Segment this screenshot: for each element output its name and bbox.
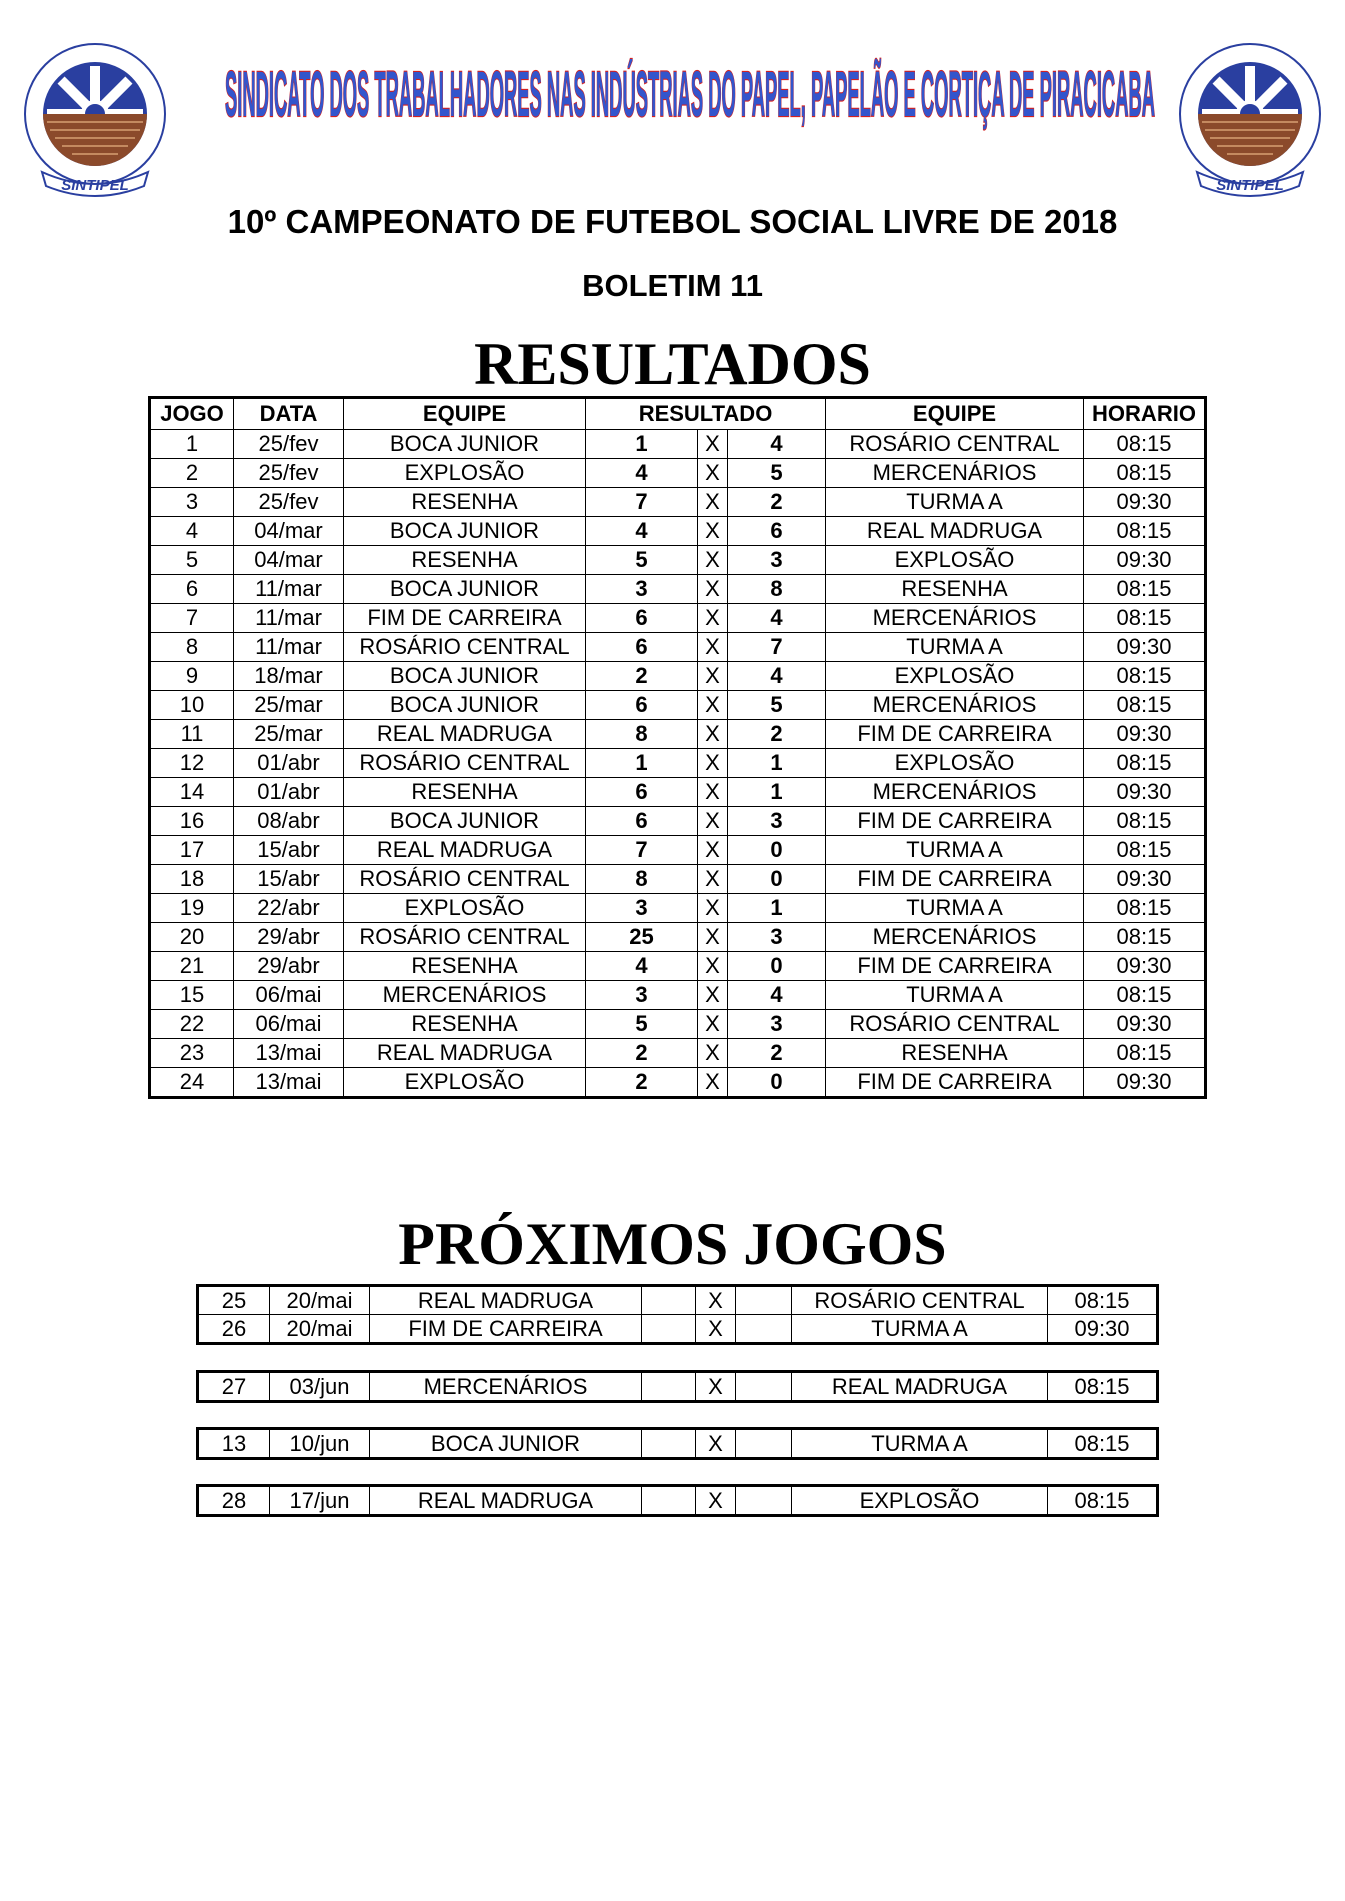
away-team: TURMA A <box>792 1429 1048 1459</box>
home-score: 2 <box>586 1039 698 1068</box>
home-score-empty <box>642 1315 696 1344</box>
away-team: FIM DE CARREIRA <box>826 720 1084 749</box>
home-team: FIM DE CARREIRA <box>370 1315 642 1344</box>
game-time: 08:15 <box>1084 749 1206 778</box>
game-number: 15 <box>150 981 234 1010</box>
away-team: EXPLOSÃO <box>826 662 1084 691</box>
away-team: MERCENÁRIOS <box>826 778 1084 807</box>
away-score: 1 <box>728 778 826 807</box>
away-team: RESENHA <box>826 1039 1084 1068</box>
home-team: BOCA JUNIOR <box>344 517 586 546</box>
away-score: 8 <box>728 575 826 604</box>
away-score-empty <box>736 1286 792 1315</box>
game-time: 08:15 <box>1084 981 1206 1010</box>
game-date: 20/mai <box>270 1286 370 1315</box>
game-number: 18 <box>150 865 234 894</box>
versus-mark: X <box>698 778 728 807</box>
game-number: 16 <box>150 807 234 836</box>
home-team: RESENHA <box>344 952 586 981</box>
home-team: RESENHA <box>344 778 586 807</box>
home-team: EXPLOSÃO <box>344 1068 586 1098</box>
game-time: 08:15 <box>1084 517 1206 546</box>
away-score-empty <box>736 1429 792 1459</box>
game-number: 9 <box>150 662 234 691</box>
home-team: RESENHA <box>344 488 586 517</box>
game-date: 04/mar <box>234 517 344 546</box>
header-team-home: EQUIPE <box>344 398 586 430</box>
game-date: 15/abr <box>234 836 344 865</box>
header-date: DATA <box>234 398 344 430</box>
away-team: FIM DE CARREIRA <box>826 807 1084 836</box>
home-score: 2 <box>586 662 698 691</box>
away-score-empty <box>736 1315 792 1344</box>
game-number: 23 <box>150 1039 234 1068</box>
game-time: 09:30 <box>1084 488 1206 517</box>
game-number: 19 <box>150 894 234 923</box>
away-score: 4 <box>728 981 826 1010</box>
versus-mark: X <box>698 488 728 517</box>
home-score-empty <box>642 1486 696 1516</box>
away-team: MERCENÁRIOS <box>826 691 1084 720</box>
away-score: 0 <box>728 865 826 894</box>
game-date: 25/fev <box>234 459 344 488</box>
home-score-empty <box>642 1429 696 1459</box>
home-score: 1 <box>586 430 698 459</box>
home-score: 6 <box>586 807 698 836</box>
game-time: 08:15 <box>1084 894 1206 923</box>
home-team: REAL MADRUGA <box>344 836 586 865</box>
versus-mark: X <box>696 1315 736 1344</box>
game-number: 28 <box>198 1486 270 1516</box>
game-date: 01/abr <box>234 778 344 807</box>
result-row <box>150 517 1206 546</box>
home-team: BOCA JUNIOR <box>344 430 586 459</box>
away-score: 5 <box>728 691 826 720</box>
game-number: 7 <box>150 604 234 633</box>
game-number: 12 <box>150 749 234 778</box>
away-score-empty <box>736 1486 792 1516</box>
versus-mark: X <box>698 981 728 1010</box>
away-team: MERCENÁRIOS <box>826 604 1084 633</box>
away-score: 2 <box>728 720 826 749</box>
result-row <box>150 691 1206 720</box>
home-team: FIM DE CARREIRA <box>344 604 586 633</box>
next-game-row <box>198 1315 1158 1344</box>
game-date: 11/mar <box>234 633 344 662</box>
home-score: 5 <box>586 1010 698 1039</box>
game-number: 26 <box>198 1315 270 1344</box>
game-time: 09:30 <box>1084 633 1206 662</box>
versus-mark: X <box>698 1068 728 1098</box>
away-team: FIM DE CARREIRA <box>826 865 1084 894</box>
game-date: 25/fev <box>234 430 344 459</box>
header-result: RESULTADO <box>586 398 826 430</box>
away-score: 2 <box>728 1039 826 1068</box>
next-game-row <box>198 1486 1158 1516</box>
next-games-table <box>196 1284 1159 1345</box>
home-score-empty <box>642 1372 696 1402</box>
home-team: BOCA JUNIOR <box>344 807 586 836</box>
result-row <box>150 430 1206 459</box>
next-games-table <box>196 1370 1159 1403</box>
game-date: 20/mai <box>270 1315 370 1344</box>
game-date: 17/jun <box>270 1486 370 1516</box>
versus-mark: X <box>696 1429 736 1459</box>
versus-mark: X <box>698 1010 728 1039</box>
versus-mark: X <box>698 546 728 575</box>
game-number: 22 <box>150 1010 234 1039</box>
sintipel-logo-right <box>1175 14 1325 204</box>
versus-mark: X <box>698 836 728 865</box>
home-score: 1 <box>586 749 698 778</box>
result-row <box>150 720 1206 749</box>
game-time: 08:15 <box>1084 662 1206 691</box>
game-time: 08:15 <box>1048 1429 1158 1459</box>
game-date: 06/mai <box>234 981 344 1010</box>
home-team: REAL MADRUGA <box>370 1286 642 1315</box>
away-score: 4 <box>728 430 826 459</box>
game-number: 21 <box>150 952 234 981</box>
away-score: 0 <box>728 836 826 865</box>
game-time: 08:15 <box>1048 1286 1158 1315</box>
svg-text:SINTIPEL: SINTIPEL <box>61 177 129 194</box>
game-time: 08:15 <box>1084 459 1206 488</box>
union-name-banner <box>218 34 1162 144</box>
results-table <box>148 396 1207 1099</box>
away-score: 0 <box>728 1068 826 1098</box>
versus-mark: X <box>696 1372 736 1402</box>
game-date: 08/abr <box>234 807 344 836</box>
versus-mark: X <box>698 749 728 778</box>
home-score: 7 <box>586 488 698 517</box>
away-score: 7 <box>728 633 826 662</box>
versus-mark: X <box>698 1039 728 1068</box>
away-score: 6 <box>728 517 826 546</box>
home-team: MERCENÁRIOS <box>370 1372 642 1402</box>
home-score: 6 <box>586 778 698 807</box>
header-time: HORARIO <box>1084 398 1206 430</box>
game-time: 08:15 <box>1084 575 1206 604</box>
versus-mark: X <box>696 1286 736 1315</box>
away-team: EXPLOSÃO <box>826 749 1084 778</box>
game-time: 08:15 <box>1084 807 1206 836</box>
banner-text: SINDICATO DOS TRABALHADORES NAS INDÚSTRIAS DO PAPEL, PAPELÃO E CORTIÇA DE PIRACICABA <box>225 58 1155 130</box>
away-team: FIM DE CARREIRA <box>826 952 1084 981</box>
results-title: RESULTADOS <box>474 331 871 397</box>
game-number: 27 <box>198 1372 270 1402</box>
championship-title: 10º CAMPEONATO DE FUTEBOL SOCIAL LIVRE DE 2018 <box>227 203 1118 240</box>
result-row <box>150 546 1206 575</box>
away-score: 1 <box>728 749 826 778</box>
game-date: 11/mar <box>234 604 344 633</box>
away-team: REAL MADRUGA <box>792 1372 1048 1402</box>
result-row <box>150 952 1206 981</box>
home-score: 3 <box>586 894 698 923</box>
next-games-title: PRÓXIMOS JOGOS <box>398 1211 947 1277</box>
home-team: BOCA JUNIOR <box>344 691 586 720</box>
next-game-row <box>198 1429 1158 1459</box>
away-team: TURMA A <box>826 633 1084 662</box>
game-time: 08:15 <box>1084 604 1206 633</box>
result-row <box>150 459 1206 488</box>
away-team: ROSÁRIO CENTRAL <box>826 1010 1084 1039</box>
result-row <box>150 865 1206 894</box>
home-team: REAL MADRUGA <box>370 1486 642 1516</box>
away-team: RESENHA <box>826 575 1084 604</box>
away-team: ROSÁRIO CENTRAL <box>826 430 1084 459</box>
home-score: 25 <box>586 923 698 952</box>
home-score: 5 <box>586 546 698 575</box>
versus-mark: X <box>698 575 728 604</box>
home-team: EXPLOSÃO <box>344 894 586 923</box>
away-team: REAL MADRUGA <box>826 517 1084 546</box>
game-date: 03/jun <box>270 1372 370 1402</box>
result-row <box>150 981 1206 1010</box>
game-number: 8 <box>150 633 234 662</box>
game-date: 29/abr <box>234 923 344 952</box>
game-number: 6 <box>150 575 234 604</box>
game-time: 08:15 <box>1084 1039 1206 1068</box>
home-score: 6 <box>586 633 698 662</box>
next-games-table <box>196 1484 1159 1517</box>
versus-mark: X <box>698 691 728 720</box>
home-team: ROSÁRIO CENTRAL <box>344 865 586 894</box>
game-time: 09:30 <box>1084 720 1206 749</box>
game-number: 13 <box>198 1429 270 1459</box>
game-number: 24 <box>150 1068 234 1098</box>
game-number: 11 <box>150 720 234 749</box>
game-number: 4 <box>150 517 234 546</box>
home-team: ROSÁRIO CENTRAL <box>344 749 586 778</box>
home-score: 3 <box>586 575 698 604</box>
game-number: 25 <box>198 1286 270 1315</box>
away-team: TURMA A <box>826 894 1084 923</box>
versus-mark: X <box>698 923 728 952</box>
game-date: 13/mai <box>234 1068 344 1098</box>
game-time: 08:15 <box>1084 691 1206 720</box>
game-time: 09:30 <box>1084 546 1206 575</box>
game-date: 25/mar <box>234 691 344 720</box>
game-time: 09:30 <box>1084 1068 1206 1098</box>
result-row <box>150 894 1206 923</box>
result-row <box>150 778 1206 807</box>
away-score: 2 <box>728 488 826 517</box>
game-number: 20 <box>150 923 234 952</box>
result-row <box>150 807 1206 836</box>
away-score: 3 <box>728 807 826 836</box>
away-team: MERCENÁRIOS <box>826 923 1084 952</box>
game-time: 09:30 <box>1084 952 1206 981</box>
header-team-away: EQUIPE <box>826 398 1084 430</box>
away-team: FIM DE CARREIRA <box>826 1068 1084 1098</box>
versus-mark: X <box>696 1486 736 1516</box>
game-number: 17 <box>150 836 234 865</box>
game-date: 13/mai <box>234 1039 344 1068</box>
game-date: 11/mar <box>234 575 344 604</box>
away-score: 3 <box>728 923 826 952</box>
versus-mark: X <box>698 720 728 749</box>
game-number: 10 <box>150 691 234 720</box>
sintipel-logo-left <box>20 14 170 204</box>
home-team: MERCENÁRIOS <box>344 981 586 1010</box>
game-time: 08:15 <box>1084 430 1206 459</box>
result-row <box>150 604 1206 633</box>
home-score: 4 <box>586 459 698 488</box>
away-team: TURMA A <box>826 488 1084 517</box>
home-team: ROSÁRIO CENTRAL <box>344 633 586 662</box>
result-row <box>150 749 1206 778</box>
versus-mark: X <box>698 430 728 459</box>
game-time: 09:30 <box>1084 865 1206 894</box>
game-date: 15/abr <box>234 865 344 894</box>
game-date: 10/jun <box>270 1429 370 1459</box>
away-score: 5 <box>728 459 826 488</box>
result-row <box>150 1010 1206 1039</box>
home-team: BOCA JUNIOR <box>344 575 586 604</box>
home-team: REAL MADRUGA <box>344 720 586 749</box>
home-score: 4 <box>586 952 698 981</box>
game-number: 2 <box>150 459 234 488</box>
game-date: 25/fev <box>234 488 344 517</box>
away-score: 4 <box>728 662 826 691</box>
versus-mark: X <box>698 894 728 923</box>
result-row <box>150 662 1206 691</box>
home-team: RESENHA <box>344 546 586 575</box>
away-score: 3 <box>728 546 826 575</box>
home-score: 2 <box>586 1068 698 1098</box>
away-team: ROSÁRIO CENTRAL <box>792 1286 1048 1315</box>
game-time: 08:15 <box>1084 836 1206 865</box>
next-game-row <box>198 1372 1158 1402</box>
versus-mark: X <box>698 952 728 981</box>
home-score: 6 <box>586 691 698 720</box>
header-game: JOGO <box>150 398 234 430</box>
away-team: TURMA A <box>792 1315 1048 1344</box>
versus-mark: X <box>698 865 728 894</box>
game-time: 09:30 <box>1084 778 1206 807</box>
result-row <box>150 923 1206 952</box>
game-time: 08:15 <box>1084 923 1206 952</box>
versus-mark: X <box>698 604 728 633</box>
away-score-empty <box>736 1372 792 1402</box>
away-team: TURMA A <box>826 836 1084 865</box>
home-score: 4 <box>586 517 698 546</box>
home-team: ROSÁRIO CENTRAL <box>344 923 586 952</box>
versus-mark: X <box>698 459 728 488</box>
game-number: 14 <box>150 778 234 807</box>
home-team: RESENHA <box>344 1010 586 1039</box>
game-date: 29/abr <box>234 952 344 981</box>
away-team: MERCENÁRIOS <box>826 459 1084 488</box>
result-row <box>150 1068 1206 1098</box>
away-team: EXPLOSÃO <box>792 1486 1048 1516</box>
versus-mark: X <box>698 633 728 662</box>
home-score: 8 <box>586 720 698 749</box>
versus-mark: X <box>698 807 728 836</box>
away-score: 3 <box>728 1010 826 1039</box>
home-team: BOCA JUNIOR <box>344 662 586 691</box>
home-score: 7 <box>586 836 698 865</box>
game-time: 09:30 <box>1048 1315 1158 1344</box>
game-number: 3 <box>150 488 234 517</box>
away-score: 4 <box>728 604 826 633</box>
game-date: 25/mar <box>234 720 344 749</box>
versus-mark: X <box>698 662 728 691</box>
home-score: 8 <box>586 865 698 894</box>
game-date: 06/mai <box>234 1010 344 1039</box>
away-team: EXPLOSÃO <box>826 546 1084 575</box>
versus-mark: X <box>698 517 728 546</box>
home-score: 3 <box>586 981 698 1010</box>
game-time: 08:15 <box>1048 1486 1158 1516</box>
next-game-row <box>198 1286 1158 1315</box>
results-header-row <box>150 398 1206 430</box>
home-team: EXPLOSÃO <box>344 459 586 488</box>
result-row <box>150 575 1206 604</box>
game-time: 08:15 <box>1048 1372 1158 1402</box>
away-team: TURMA A <box>826 981 1084 1010</box>
game-date: 18/mar <box>234 662 344 691</box>
game-number: 5 <box>150 546 234 575</box>
home-team: BOCA JUNIOR <box>370 1429 642 1459</box>
svg-text:SINTIPEL: SINTIPEL <box>1216 177 1284 194</box>
game-number: 1 <box>150 430 234 459</box>
result-row <box>150 836 1206 865</box>
home-score: 6 <box>586 604 698 633</box>
result-row <box>150 1039 1206 1068</box>
home-score-empty <box>642 1286 696 1315</box>
game-date: 01/abr <box>234 749 344 778</box>
game-date: 22/abr <box>234 894 344 923</box>
next-games-table <box>196 1427 1159 1460</box>
result-row <box>150 633 1206 662</box>
game-time: 09:30 <box>1084 1010 1206 1039</box>
game-date: 04/mar <box>234 546 344 575</box>
bulletin-number: BOLETIM 11 <box>582 268 763 303</box>
result-row <box>150 488 1206 517</box>
home-team: REAL MADRUGA <box>344 1039 586 1068</box>
away-score: 0 <box>728 952 826 981</box>
away-score: 1 <box>728 894 826 923</box>
